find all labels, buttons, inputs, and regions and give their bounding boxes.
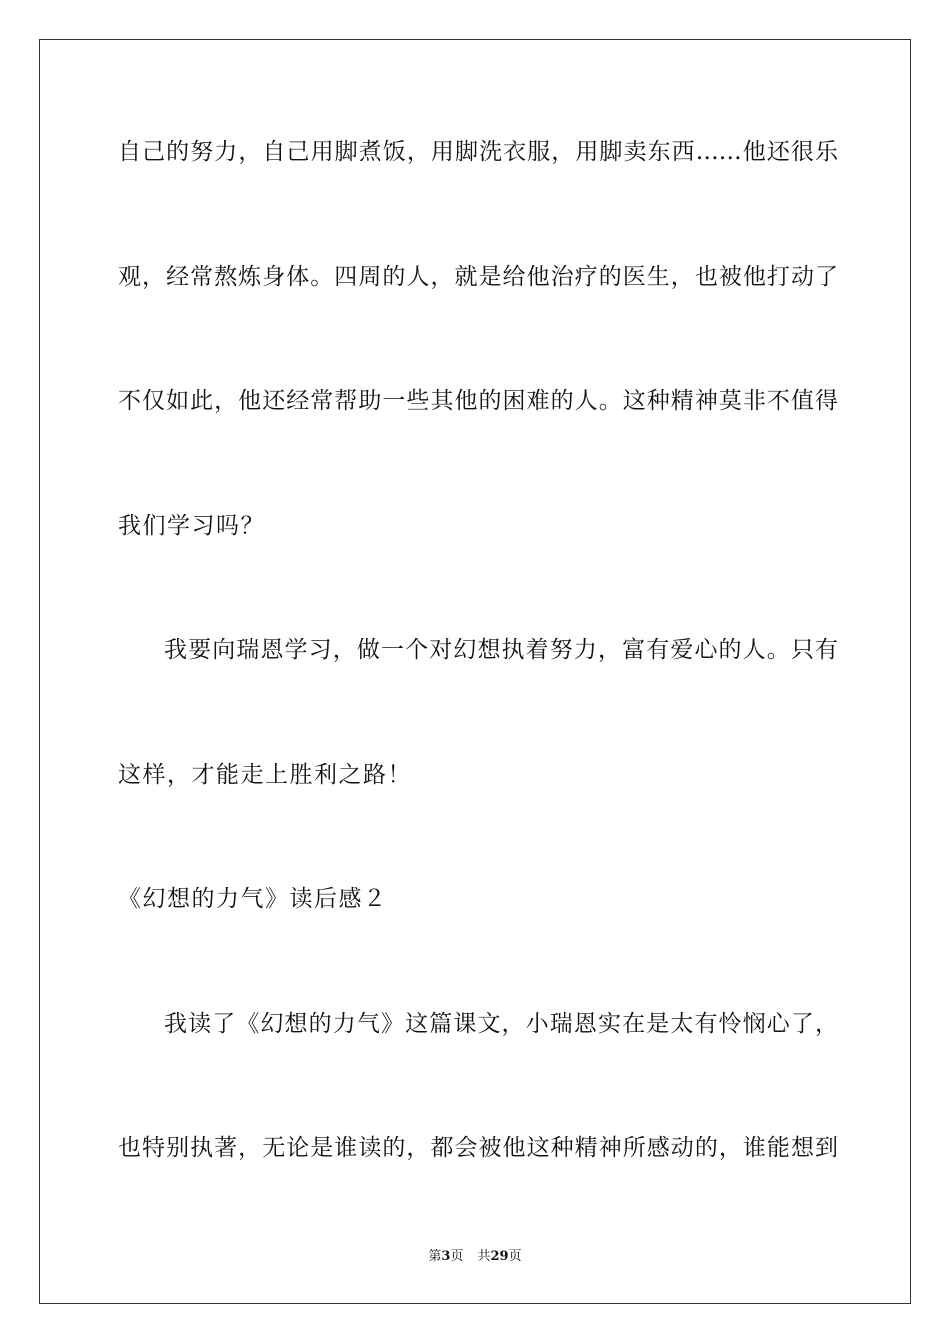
paragraph-line: 我读了《幻想的力气》这篇课文，小瑞恩实在是太有怜悯心了， [164,1011,838,1037]
paragraph-line: 自己的努力，自己用脚煮饭，用脚洗衣服，用脚卖东西……他还很乐 [118,139,838,165]
page-total: 29 [490,1249,509,1264]
page-unit: 页 [450,1249,464,1264]
page-current: 3 [441,1249,451,1264]
paragraph-line: 也特别执著，无论是谁读的，都会被他这种精神所感动的，谁能想到 [118,1135,838,1161]
page-prefix: 第 [428,1249,442,1264]
total-unit: 页 [508,1249,522,1264]
total-prefix: 共 [477,1249,491,1264]
page-footer [0,1248,950,1266]
paragraph-line: 不仅如此，他还经常帮助一些其他的困难的人。这种精神莫非不值得 [118,388,838,414]
section-heading: 《幻想的力气》读后感２ [118,886,388,912]
paragraph-line: 这样，才能走上胜利之路！ [118,762,412,788]
paragraph-line: 我要向瑞恩学习，做一个对幻想执着努力，富有爱心的人。只有 [164,637,838,663]
paragraph-line: 我们学习吗？ [118,513,265,539]
paragraph-line: 观，经常熬炼身体。四周的人，就是给他治疗的医生，也被他打动了 [118,264,838,290]
page-border [39,39,911,1304]
